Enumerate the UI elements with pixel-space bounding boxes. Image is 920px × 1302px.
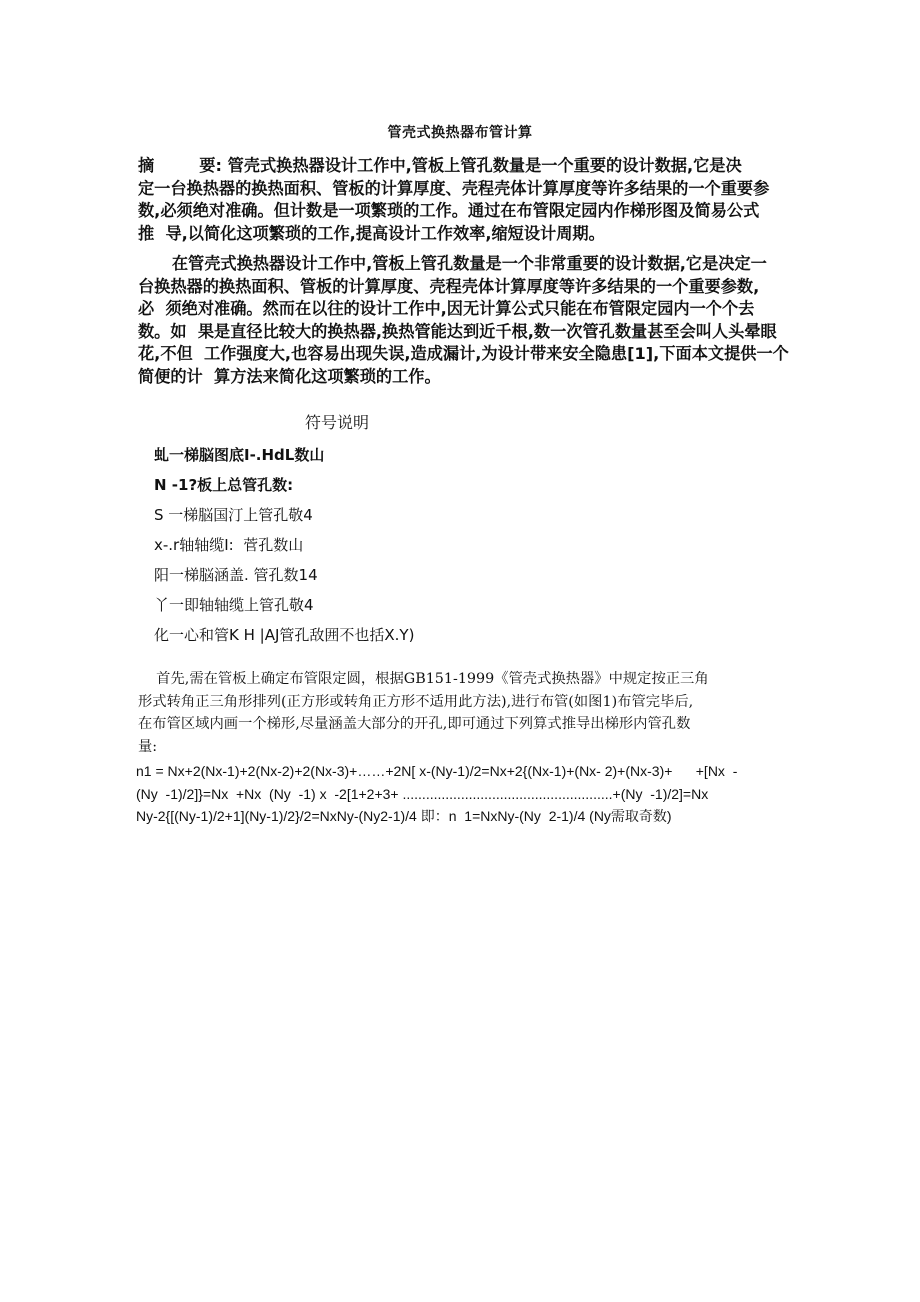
symbol-item: N -1?板上总管孔数: bbox=[154, 476, 294, 494]
formula-block bbox=[136, 760, 796, 828]
abstract-line: 数,必须绝对准确。但计数是一项繁琐的工作。通过在布管限定园内作梯形图及简易公式 bbox=[138, 201, 760, 220]
abstract-line: 定一台换热器的换热面积、管板的计算厚度、壳程壳体计算厚度等许多结果的一个重要参 bbox=[138, 178, 770, 198]
symbol-item: 阳一梯脳涵盖. 管孔数14 bbox=[154, 566, 318, 584]
formula-line: Ny-2{[(Ny-1)/2+1](Ny-1)/2}/2=NxNy-(Ny2-1)/4 即：n 1=NxNy-(Ny 2-1)/4 (Ny需取奇数) bbox=[136, 808, 672, 824]
body-line: 形式转角正三角形排列(正方形或转角正方形不适用此方法),进行布管(如图1)布管完毕后, bbox=[138, 693, 694, 710]
symbol-item: 虬一梯脳图底I-.HdL数山 bbox=[154, 446, 325, 464]
intro-line: 台换热器的换热面积、管板的计算厚度、壳程壳体计算厚度等许多结果的一个重要参数, bbox=[138, 276, 760, 296]
body-line: 首先,需在管板上确定布管限定圆，根据GB151-1999《管壳式换热器》中规定按正三角 bbox=[138, 671, 709, 687]
abstract-line: 推 导,以简化这项繁琐的工作,提高设计工作效率,缩短设计周期。 bbox=[138, 223, 605, 243]
symbol-item: S 一梯脳国汀上管孔敬4 bbox=[154, 506, 313, 524]
document-title: 管壳式换热器布管计算 bbox=[387, 125, 533, 141]
symbol-item: x-.r轴轴缆I: 菅孔数山 bbox=[154, 536, 304, 554]
body-line: 量: bbox=[138, 738, 158, 755]
formula-line: (Ny -1)/2]}=Nx +Nx (Ny -1) x -2[1+2+3+ ......................................................+(Ny -1)/2]=Nx bbox=[136, 785, 709, 802]
symbols-list bbox=[154, 440, 414, 650]
symbol-item: 化一心和管K H |AJ管孔敌囲不也括X.Y) bbox=[154, 626, 415, 644]
intro-line: 必 须绝对准确。然而在以往的设计工作中,因无计算公式只能在布管限定园内一个个去 bbox=[138, 299, 755, 318]
abstract-paragraph bbox=[138, 155, 788, 245]
intro-line: 在管壳式换热器设计工作中,管板上管孔数量是一个非常重要的设计数据,它是决定一 bbox=[138, 254, 767, 273]
intro-line: 数。如 果是直径比较大的换热器,换热管能达到近千根,数一次管孔数量甚至会叫人头晕眼 bbox=[138, 321, 777, 341]
symbol-item: 丫一即轴轴缆上管孔敬4 bbox=[154, 596, 314, 614]
symbols-heading: 符号说明 bbox=[305, 413, 370, 432]
formula-line: n1 = Nx+2(Nx-1)+2(Nx-2)+2(Nx-3)+……+2N[ x-(Ny-1)/2=Nx+2{(Nx-1)+(Nx- 2)+(Nx-3)+ +[Nx - bbox=[136, 763, 738, 779]
intro-line: 花,不但 工作强度大,也容易出现失误,造成漏计,为设计带来安全隐患[1],下面本文提供一个 bbox=[138, 344, 789, 363]
body-line: 在布管区域内画一个梯形,尽量涵盖大部分的开孔,即可通过下列算式推导出梯形内管孔数 bbox=[138, 716, 691, 732]
abstract-line: 摘 要: 管壳式换热器设计工作中,管板上管孔数量是一个重要的设计数据,它是决 bbox=[138, 156, 742, 175]
body-paragraph bbox=[138, 668, 788, 758]
intro-line: 简便的计 算方法来简化这项繁琐的工作。 bbox=[138, 366, 441, 386]
intro-paragraph bbox=[138, 253, 788, 388]
